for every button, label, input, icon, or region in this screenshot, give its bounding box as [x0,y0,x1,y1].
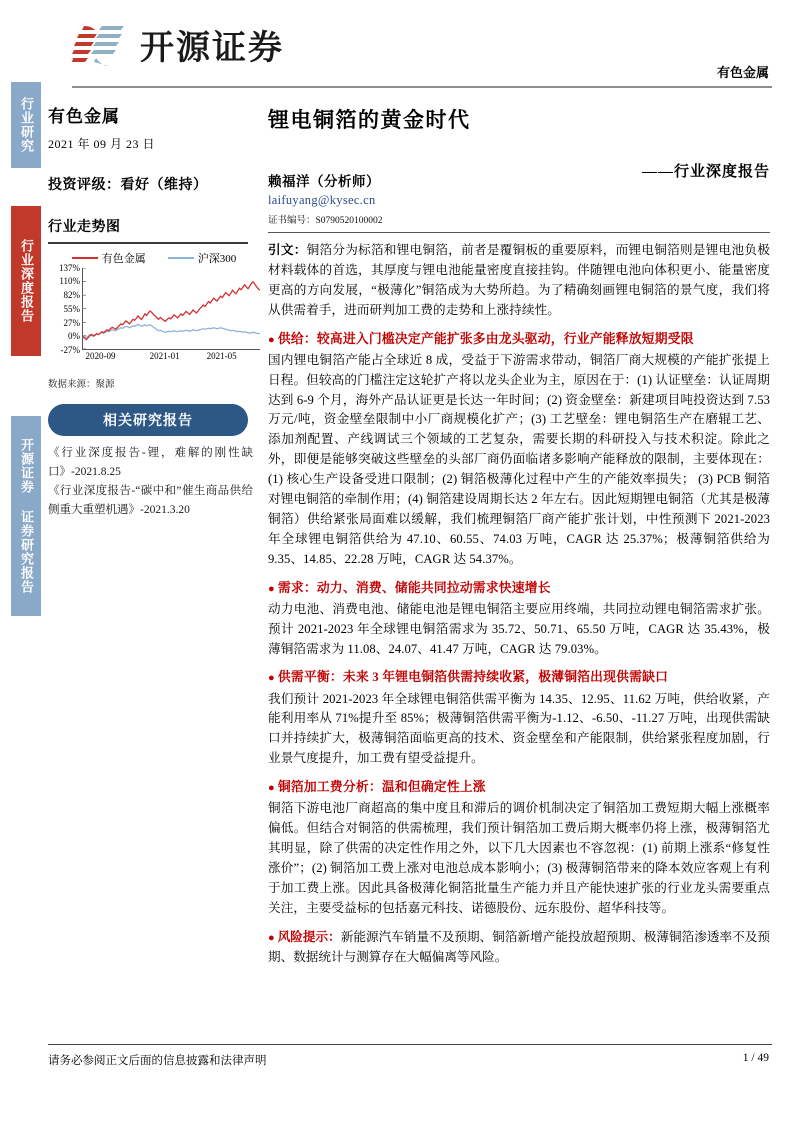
y-tick-label: 27% [63,317,80,328]
related-report-item[interactable]: 《行业深度报告-锂，难解的刚性缺口》-2021.8.25 [48,447,253,478]
bullet-icon: ● [268,333,275,346]
page-subtitle: ——行业深度报告 [641,164,770,180]
vertical-sidebar [11,82,41,782]
legend-swatch-hs300 [168,257,194,259]
legend-label-hs300: 沪深300 [197,253,237,265]
investment-rating: 投资评级：看好（维持） [48,178,208,193]
sidebar-segment-deep-report [11,206,41,356]
cert-label: 证书编号： [268,216,316,226]
y-tick-label: 110% [59,276,80,286]
section-heading-text: 铜箔加工费分析：温和但确定性上涨 [277,780,486,795]
sidebar-gap-2 [11,356,41,416]
x-tick-label: 2020-09 [85,351,116,361]
chart-plot-area [48,262,260,364]
sidebar-label-industry-research: 行业研究 [19,97,34,153]
legend-swatch-nonferrous [72,257,98,259]
sidebar-segment-industry-research [11,82,41,168]
lead-label: 引文： [268,243,307,257]
sidebar-label-deep-report: 行业深度报告 [19,239,34,323]
x-tick-label: 2021-01 [149,351,180,361]
related-reports-list [48,444,253,520]
x-tick-label: 2021-05 [206,351,237,361]
chart-y-axis [48,262,80,355]
risk-warning [268,928,770,968]
chart-canvas [82,268,260,350]
legend-item-nonferrous [72,250,146,266]
report-date: 2021 年 09 月 23 日 [48,137,156,151]
industry-trend-chart [48,250,260,368]
chart-source-note: 数据来源：聚源 [48,380,115,390]
left-info-column [48,102,253,520]
body-sections [268,330,770,919]
bullet-icon: ● [268,582,275,595]
y-tick-label: -27% [60,344,80,355]
analyst-name: 赖福洋（分析师） [268,174,380,189]
sidebar-gap-1 [11,168,41,206]
analyst-certificate [268,212,770,226]
analyst-email[interactable]: laifuyang@kysec.cn [268,193,376,207]
section-heading [268,778,770,797]
company-logo [72,20,284,69]
y-tick-label: 0% [68,331,80,341]
risk-text: 新能源汽车销量不及预期、铜箔新增产能投放超预期、极薄铜箔渗透率不及预期、数据统计与测算存在大幅偏离等风险。 [268,929,771,964]
section-heading-text: 供需平衡：未来 3 年锂电铜箔供需持续收紧，极薄铜箔出现供需缺口 [277,670,669,685]
lead-paragraph [268,241,770,321]
risk-label: 风险提示： [277,929,341,944]
kaiyuan-stripes-logo-icon [72,22,130,68]
main-content [268,170,770,967]
legend-item-hs300 [168,250,237,266]
header-divider [72,86,772,88]
section-paragraph: 国内锂电铜箔产能占全球近 8 成，受益于下游需求带动，铜箔厂商大规模的产能扩张提上日程。但较高的门槛注定这轮扩产将以龙头企业为主，原因在于：(1) 认证壁垒：认证周期达到 6-9 个月，海外产品认证更是长达一年时间；(2) 资金壁垒：新建项目吨投资达到 7.53 万元/吨，资金壁垒限制中小厂商规模化扩产；(3) 工艺壁垒：锂电铜箔生产在磨辊工艺、添加剂配置、产线调试三个领域的工艺复杂，需要长期的科研投入与技术积淀。除此之外，即便是能够突破这些壁垒的头部厂商仍面临诸多影响产能释放的限制，主要体现在：(1) 核心生产设备受进口限制；(2) 铜箔极薄化过程中产生的产能效率损失； (3) PCB 铜箔对锂电铜箔的牵制作用；(4) 铜箔建设周期长达 2 年左右。因此短期锂电铜箔（尤其是极薄铜箔）供给紧张局面难以缓解，我们梳理铜箔厂商产能扩张计划，中性预测下 2021-2023 年全球锂电铜箔供给为 47.10、60.55、74.03 万吨，CAGR 达 25.37%；极薄铜箔供给为 9.35、14.85、22.28 万吨，CAGR 达 54.37%。 [268,352,770,566]
y-tick-label: 82% [63,290,80,300]
related-report-item[interactable]: 《行业深度报告-“碳中和”催生商品供给侧重大重塑机遇》-2021.3.20 [48,484,253,516]
section-paragraph: 我们预计 2021-2023 年全球锂电铜箔供需平衡为 14.35、12.95、11.62 万吨，供给收紧，产能利用率从 71%提升至 85%；极薄铜箔供需平衡为-1.12、-6.50、-11.27 万吨，出现供需缺口并持续扩大，极薄铜箔面临更高的技术、资金壁垒和产能限制，供给紧张程度加剧，行业景气度提升，加工费有望受益提升。 [268,691,770,766]
legend-label-nonferrous: 有色金属 [101,253,146,265]
section-paragraph: 铜箔下游电池厂商超高的集中度且和滞后的调价机制决定了铜箔加工费短期大幅上涨概率偏低。但结合对铜箔的供需梳理，我们预计铜箔加工费后期大概率仍将上涨，极薄铜箔尤其明显，除了供需的决定性作用之外，以下几大因素也不容忽视：(1) 前期上涨系“修复性涨价”；(2) 铜箔加工费上涨对电池总成本影响小；(3) 极薄铜箔带来的降本效应客观上有利于加工费上涨。因此具备极薄化铜箔批量生产能力并且产能快速扩张的行业龙头需要重点关注，主要受益标的包括嘉元科技、诺德股份、远东股份、超华科技等。 [268,801,770,915]
bullet-icon: ● [268,672,275,685]
footer-divider [48,1044,772,1045]
related-reports-banner: 相关研究报告 [48,404,248,436]
footer-page-number: 1 / 49 [742,1052,769,1064]
y-tick-label: 137% [59,262,80,273]
footer-disclaimer: 请务必参阅正文后面的信息披露和法律声明 [48,1055,267,1067]
bullet-icon: ● [268,782,275,795]
logo-text: 开源证券 [140,29,284,67]
section-paragraph: 动力电池、消费电池、储能电池是锂电铜箔主要应用终端，共同拉动锂电铜箔需求扩张。预计 2021-2023 年全球锂电铜箔需求为 35.72、50.71、65.50 万吨，CAGR 达 35.43%，极薄铜箔需求为 11.08、24.07、41.47 万吨，CAGR 达 79.03%。 [268,601,770,656]
section-heading [268,330,770,349]
lead-text: 铜箔分为标箔和锂电铜箔，前者是覆铜板的重要原料，而锂电铜箔则是锂电池负极材料载体的首选，其厚度与锂电池能量密度直接挂钩。伴随锂电池向体积更小、能量密度更高的方向发展，“极薄化”铜箔成为大势所趋。为了精确刻画锂电铜箔的景气度，我们将从供需着手，进而研判加工费的走势和上涨持续性。 [268,243,770,317]
section-heading [268,668,770,687]
section-heading-text: 需求：动力、消费、储能共同拉动需求快速增长 [277,580,551,595]
header-industry-tag: 有色金属 [716,65,769,80]
industry-name: 有色金属 [48,107,120,126]
sidebar-label-securities-research: 开源证券 证券研究报告 [19,438,34,594]
section-heading-text: 供给：较高进入门槛决定产能扩张多由龙头驱动，行业产能释放短期受限 [277,331,694,346]
chart-x-axis [82,352,260,364]
trend-chart-heading: 行业走势图 [48,220,121,235]
page-title: 锂电铜箔的黄金时代 [268,108,471,132]
trend-heading-rule [48,242,248,244]
sidebar-segment-securities-research [11,416,41,616]
section-heading [268,579,770,598]
analyst-divider [268,232,770,233]
bullet-icon-risk: ● [268,931,275,944]
cert-number: S0790520100002 [315,216,383,226]
y-tick-label: 55% [63,303,80,314]
